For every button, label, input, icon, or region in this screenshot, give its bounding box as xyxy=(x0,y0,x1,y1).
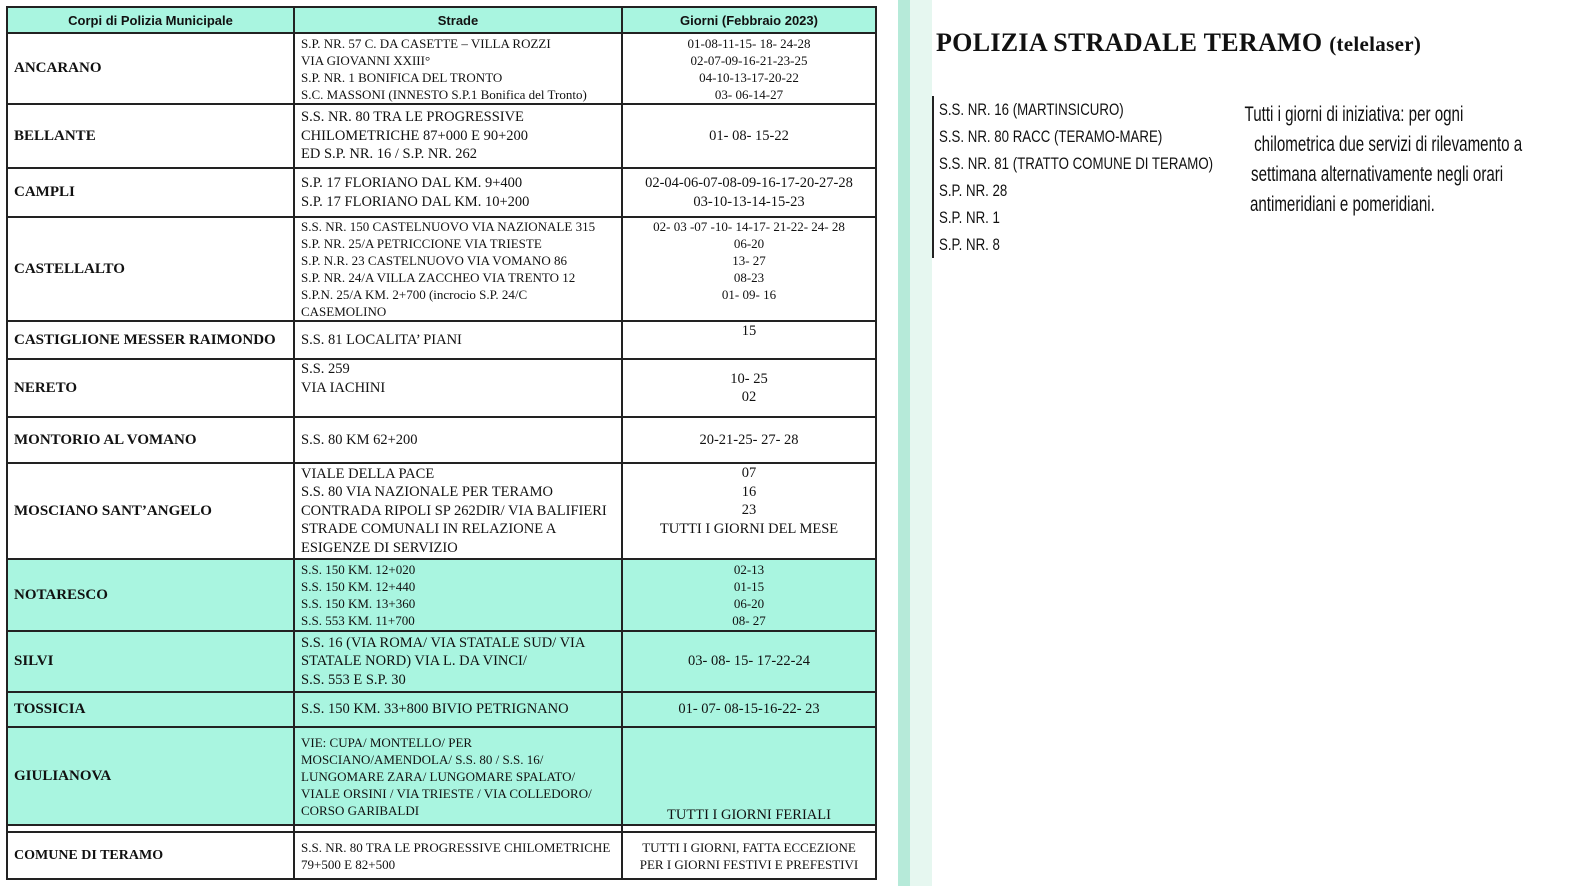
row-name: CAMPLI xyxy=(7,168,294,217)
table-row xyxy=(7,104,876,168)
row-name: CASTIGLIONE MESSER RAIMONDO xyxy=(7,321,294,359)
strada-line: S.P. NR. 24/A VILLA ZACCHEO VIA TRENTO 12 xyxy=(301,270,576,285)
strada-line: VIA IACHINI xyxy=(301,379,386,396)
giorni-line: 01-08-11-15- 18- 24-28 xyxy=(687,35,811,51)
table-row xyxy=(7,832,876,879)
title-subtitle: (telelaser) xyxy=(1329,32,1422,56)
table-row xyxy=(7,417,876,463)
strada-line: S.S. 150 KM. 13+360 xyxy=(301,596,416,611)
strada-line: CORSO GARIBALDI xyxy=(301,802,420,818)
header-strade: Strade xyxy=(294,7,622,33)
divider-strip-light xyxy=(910,0,932,886)
strada-line: S.C. MASSONI (INNESTO S.P.1 Bonifica del Tronto) xyxy=(301,86,587,102)
polizia-stradale-panel xyxy=(932,0,1523,886)
row-giorni xyxy=(622,559,876,631)
row-giorni xyxy=(622,359,876,417)
giorni-line: 03- 08- 15- 17-22-24 xyxy=(687,653,811,670)
row-name: MONTORIO AL VOMANO xyxy=(7,417,294,463)
divider-strip xyxy=(898,0,910,886)
row-name: BELLANTE xyxy=(7,104,294,168)
giorni-line: 02-07-09-16-21-23-25 xyxy=(690,52,808,68)
row-strade xyxy=(294,727,622,825)
speed-checks-table xyxy=(6,6,877,880)
row-strade xyxy=(294,217,622,321)
strada-line: VIALE ORSINI / VIA TRIESTE / VIA COLLEDORO/ xyxy=(301,785,592,801)
giorni-line: TUTTI I GIORNI DEL MESE xyxy=(659,520,839,537)
strada-line: VIA GIOVANNI XXIII° xyxy=(301,52,431,68)
row-strade xyxy=(294,417,622,463)
strada-line: 79+500 E 82+500 xyxy=(301,856,396,872)
row-name: ANCARANO xyxy=(7,33,294,104)
giorni-line: 20-21-25- 27- 28 xyxy=(699,431,799,448)
strada-line: STRADE COMUNALI IN RELAZIONE A xyxy=(301,521,557,538)
giorni-line: 02- 03 -07 -10- 14-17- 21-22- 24- 28 xyxy=(653,219,845,234)
row-strade xyxy=(294,692,622,727)
row-strade xyxy=(294,168,622,217)
table-row xyxy=(7,631,876,692)
strada-line: CASEMOLINO xyxy=(301,304,387,319)
row-giorni xyxy=(622,631,876,692)
header-corpi: Corpi di Polizia Municipale xyxy=(7,7,294,33)
note-line: Tutti i giorni di iniziativa: per ogni xyxy=(1244,103,1464,126)
row-strade xyxy=(294,463,622,559)
row-giorni xyxy=(622,832,876,879)
row-strade xyxy=(294,104,622,168)
row-name: CASTELLALTO xyxy=(7,217,294,321)
row-name: GIULIANOVA xyxy=(7,727,294,825)
strada-line: S.S. 553 KM. 11+700 xyxy=(301,613,415,628)
strada-line: S.S. 150 KM. 12+440 xyxy=(301,579,416,594)
road-item: S.P. NR. 1 xyxy=(939,208,1000,227)
row-giorni xyxy=(622,727,876,825)
stradale-note xyxy=(1202,100,1523,220)
strada-line: S.S. NR. 150 CASTELNUOVO VIA NAZIONALE 315 xyxy=(301,219,596,234)
giorni-line: 08-23 xyxy=(733,270,765,285)
strada-line: MOSCIANO/AMENDOLA/ S.S. 80 / S.S. 16/ xyxy=(301,751,544,767)
title-text: POLIZIA STRADALE TERAMO xyxy=(936,28,1323,57)
row-giorni xyxy=(622,692,876,727)
row-strade xyxy=(294,359,622,417)
strada-line: S.S. 259 xyxy=(301,361,350,377)
giorni-line: 01-15 xyxy=(733,579,765,594)
row-giorni xyxy=(622,321,876,359)
strada-line: ESIGENZE DI SERVIZIO xyxy=(301,539,458,556)
row-giorni xyxy=(622,168,876,217)
strada-line: S.P. NR. 25/A PETRICCIONE VIA TRIESTE xyxy=(301,236,542,251)
strada-line: S.P. NR. 1 BONIFICA DEL TRONTO xyxy=(301,69,503,85)
giorni-line: 13- 27 xyxy=(732,253,766,268)
note-line: settimana alternativamente negli orari xyxy=(1251,163,1504,186)
road-item: S.P. NR. 8 xyxy=(939,235,1000,254)
strada-line: ED S.P. NR. 16 / S.P. NR. 262 xyxy=(301,146,478,163)
row-name: TOSSICIA xyxy=(7,692,294,727)
strada-line: S.P. NR. 57 C. DA CASETTE – VILLA ROZZI xyxy=(301,35,551,51)
row-strade xyxy=(294,631,622,692)
polizia-stradale-title xyxy=(936,28,1421,58)
road-item: S.S. NR. 16 (MARTINSICURO) xyxy=(939,100,1124,119)
row-name: MOSCIANO SANT’ANGELO xyxy=(7,463,294,559)
strada-line: S.S. NR. 80 TRA LE PROGRESSIVE CHILOMETRICHE xyxy=(301,839,611,855)
strada-line: S.S. 81 LOCALITA’ PIANI xyxy=(301,331,462,348)
giorni-line: 01- 09- 16 xyxy=(721,287,777,302)
strada-line: S.P. 17 FLORIANO DAL KM. 9+400 xyxy=(301,175,523,191)
strada-line: LUNGOMARE ZARA/ LUNGOMARE SPALATO/ xyxy=(301,768,576,784)
giorni-line: 10- 25 xyxy=(730,370,768,387)
strada-line: VIE: CUPA/ MONTELLO/ PER xyxy=(301,734,473,750)
row-strade xyxy=(294,559,622,631)
giorni-line: 23 xyxy=(741,502,757,518)
table-row xyxy=(7,559,876,631)
row-name: SILVI xyxy=(7,631,294,692)
road-item: S.S. NR. 80 RACC (TERAMO-MARE) xyxy=(939,127,1163,146)
row-name: NOTARESCO xyxy=(7,559,294,631)
strada-line: S.S. 80 KM 62+200 xyxy=(301,431,418,448)
road-item: S.S. NR. 81 (TRATTO COMUNE DI TERAMO) xyxy=(939,154,1214,173)
road-item: S.P. NR. 28 xyxy=(939,181,1008,200)
giorni-line: 07 xyxy=(741,465,757,481)
table-header-row xyxy=(7,7,876,33)
table-row xyxy=(7,359,876,417)
giorni-line: 06-20 xyxy=(733,596,765,611)
strada-line: CHILOMETRICHE 87+000 E 90+200 xyxy=(301,127,528,144)
note-line: chilometrica due servizi di rilevamento a xyxy=(1254,133,1523,156)
row-strade xyxy=(294,832,622,879)
strada-line: S.P. 17 FLORIANO DAL KM. 10+200 xyxy=(301,193,530,210)
giorni-line: TUTTI I GIORNI FERIALI xyxy=(667,806,831,823)
row-giorni xyxy=(622,463,876,559)
giorni-line: 02 xyxy=(741,389,757,405)
row-strade xyxy=(294,33,622,104)
giorni-line: 16 xyxy=(741,483,757,500)
giorni-line: 02-13 xyxy=(733,562,765,577)
strada-line: S.P.N. 25/A KM. 2+700 (incrocio S.P. 24/C xyxy=(301,287,528,302)
giorni-line: 01- 08- 15-22 xyxy=(709,127,789,144)
table-row xyxy=(7,168,876,217)
strada-line: S.S. NR. 80 TRA LE PROGRESSIVE xyxy=(301,109,524,126)
giorni-line: 03-10-13-14-15-23 xyxy=(693,193,805,210)
table-row xyxy=(7,217,876,321)
giorni-line: 08- 27 xyxy=(732,613,766,628)
row-name: COMUNE DI TERAMO xyxy=(7,832,294,879)
giorni-line: 06-20 xyxy=(733,236,765,251)
table-row xyxy=(7,321,876,359)
row-name: NERETO xyxy=(7,359,294,417)
strada-line: S.S. 553 E S.P. 30 xyxy=(301,671,406,688)
strada-line: STATALE NORD) VIA L. DA VINCI/ xyxy=(301,653,527,670)
row-strade xyxy=(294,321,622,359)
table-gap-row xyxy=(7,825,876,832)
table-row xyxy=(7,33,876,104)
strada-line: S.S. 150 KM. 12+020 xyxy=(301,562,416,577)
strada-line: S.S. 150 KM. 33+800 BIVIO PETRIGNANO xyxy=(301,701,569,718)
strada-line: VIALE DELLA PACE xyxy=(301,465,435,482)
giorni-line: 04-10-13-17-20-22 xyxy=(699,69,799,85)
giorni-line: 01- 07- 08-15-16-22- 23 xyxy=(678,701,820,718)
giorni-line: 15 xyxy=(741,323,757,339)
table-row xyxy=(7,727,876,825)
strada-line: S.S. 16 (VIA ROMA/ VIA STATALE SUD/ VIA xyxy=(301,634,586,651)
header-giorni: Giorni (Febbraio 2023) xyxy=(622,7,876,33)
row-giorni xyxy=(622,417,876,463)
giorni-line: PER I GIORNI FESTIVI E PREFESTIVI xyxy=(639,856,859,872)
note-line: antimeridiani e pomeridiani. xyxy=(1249,193,1435,216)
strada-line: S.P. N.R. 23 CASTELNUOVO VIA VOMANO 86 xyxy=(301,253,568,268)
giorni-line: TUTTI I GIORNI, FATTA ECCEZIONE xyxy=(642,839,856,855)
strada-line: CONTRADA RIPOLI SP 262DIR/ VIA BALIFIERI xyxy=(301,502,607,519)
giorni-line: 03- 06-14-27 xyxy=(714,86,784,102)
table-row xyxy=(7,463,876,559)
giorni-line: 02-04-06-07-08-09-16-17-20-27-28 xyxy=(645,175,853,191)
row-giorni xyxy=(622,217,876,321)
strada-line: S.S. 80 VIA NAZIONALE PER TERAMO xyxy=(301,484,554,501)
table-row xyxy=(7,692,876,727)
row-giorni xyxy=(622,33,876,104)
row-giorni xyxy=(622,104,876,168)
